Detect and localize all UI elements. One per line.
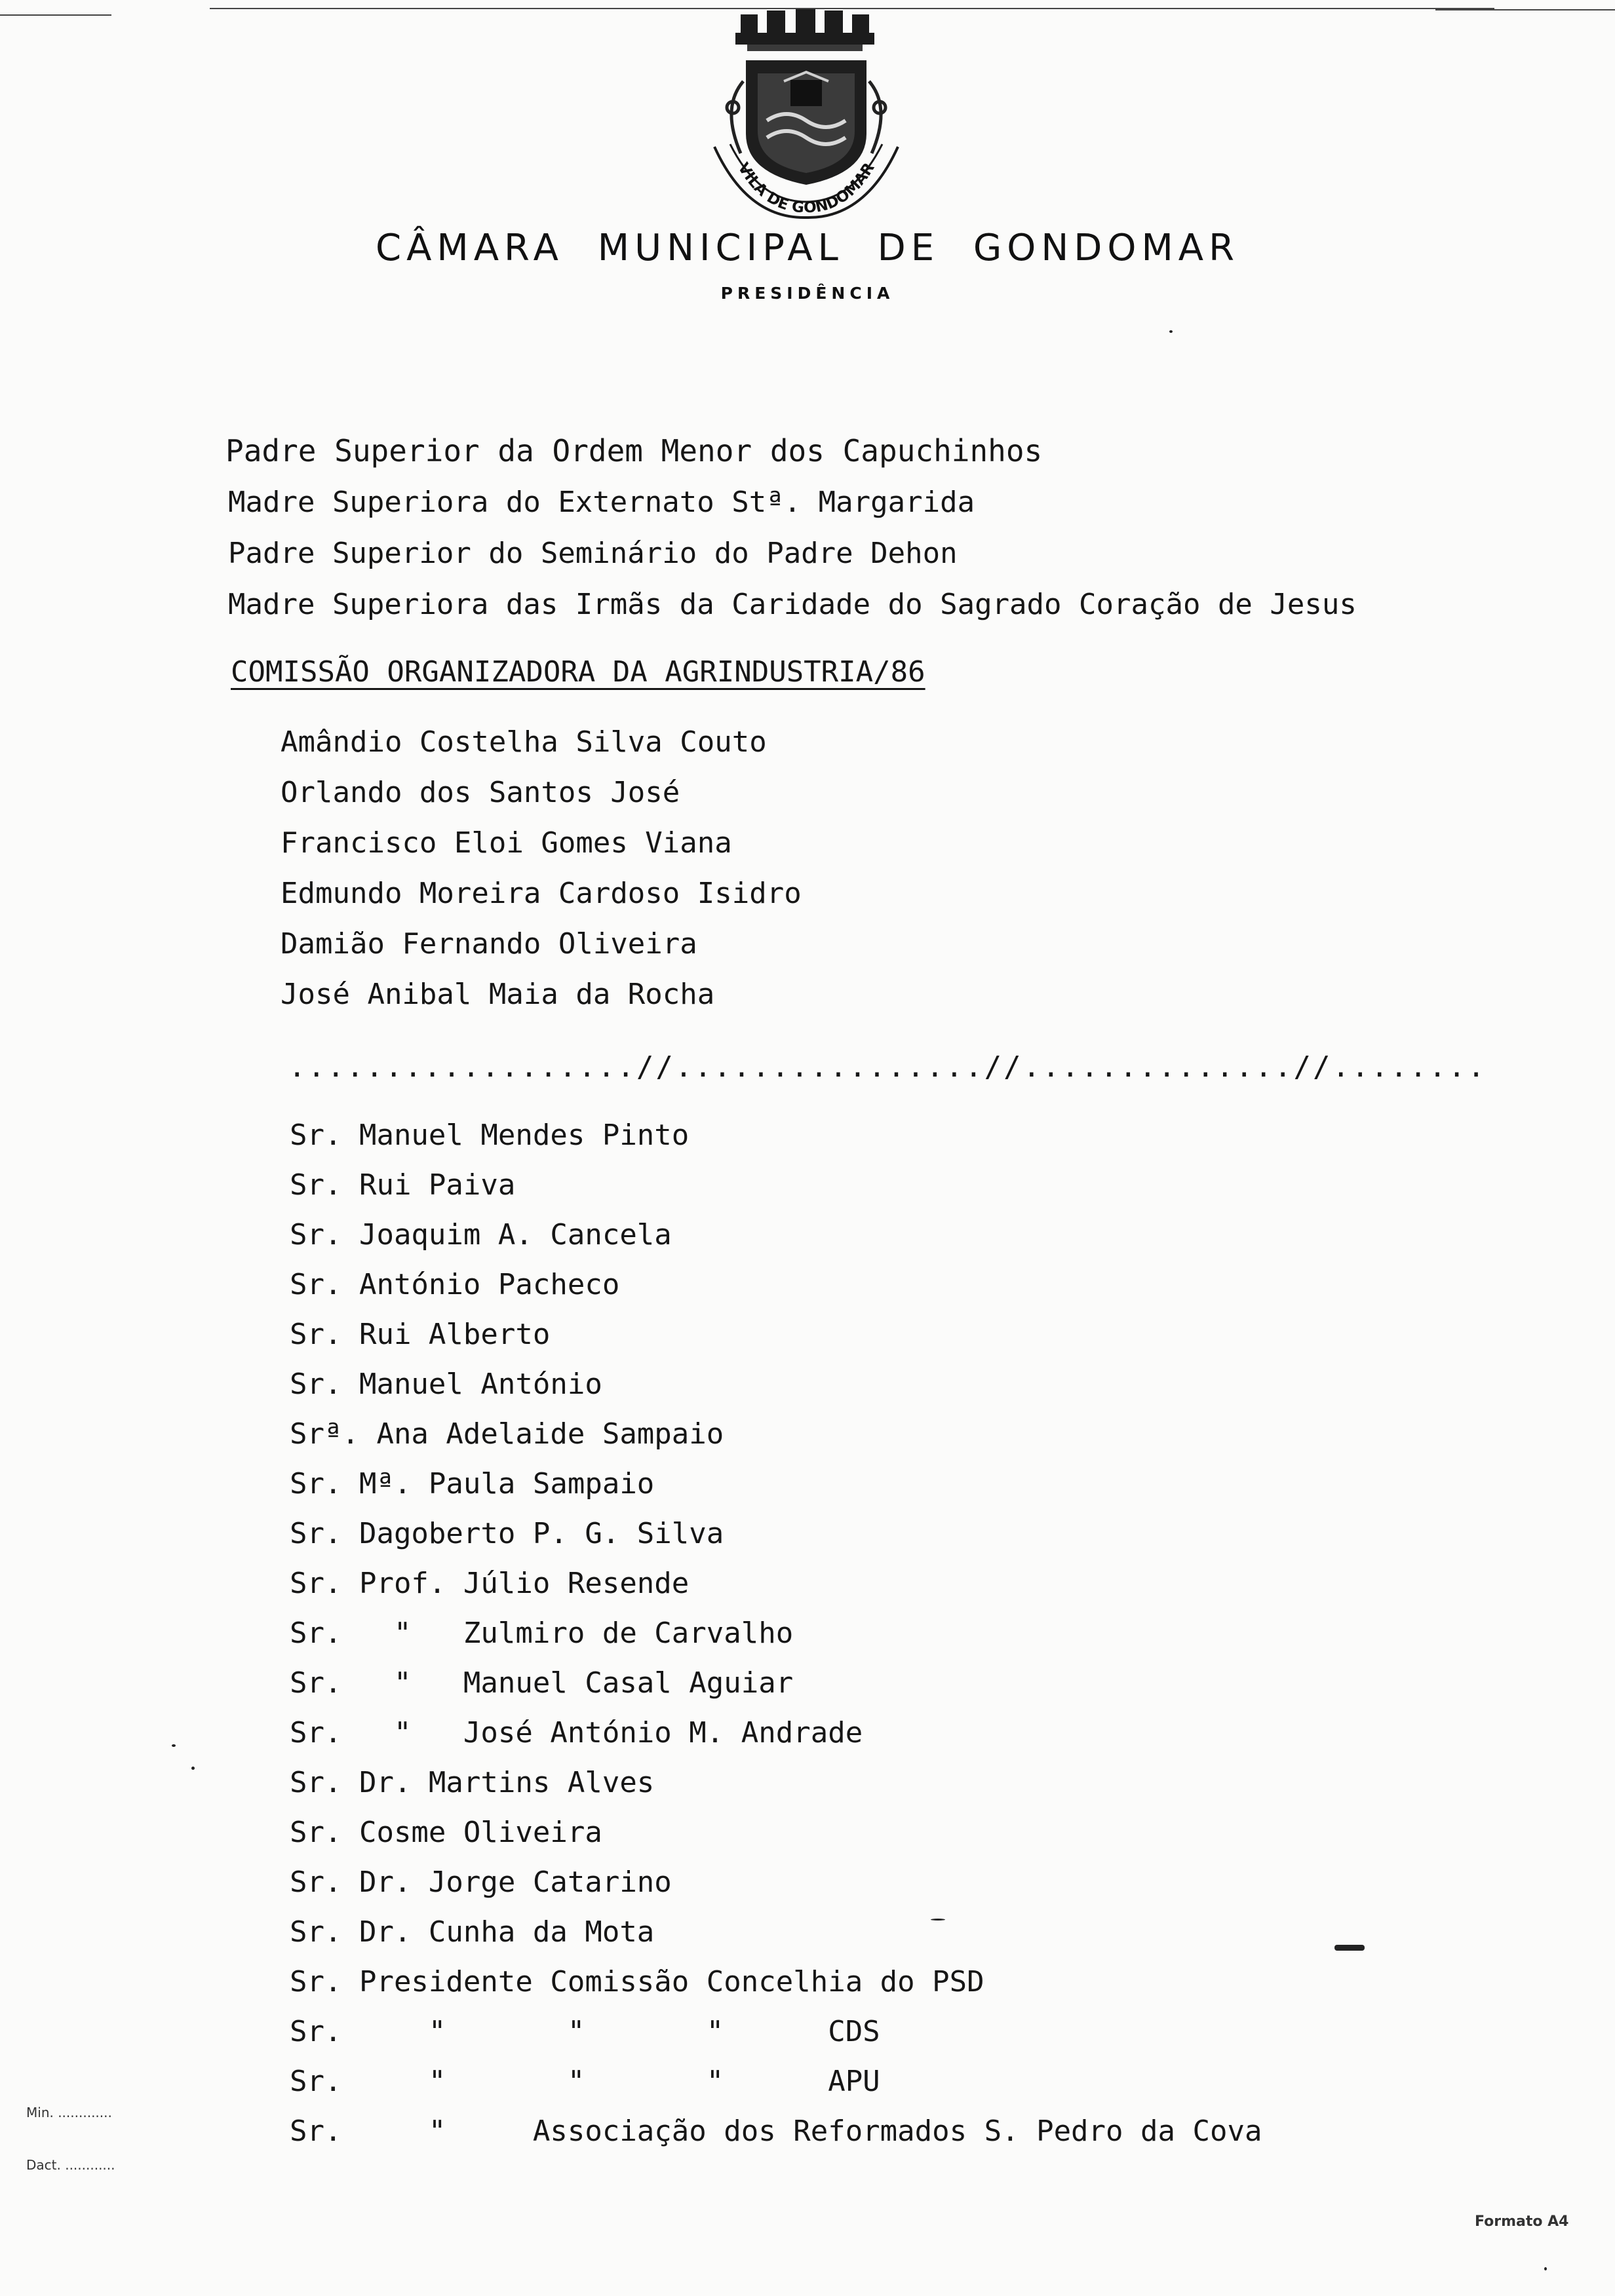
footer-dact-label: Dact. ............ <box>26 2157 115 2173</box>
guest-line: Sr. " Associação dos Reformados S. Pedro da Cova <box>290 2114 1262 2148</box>
addressee-line: Madre Superiora das Irmãs da Caridade do Sagrado Coração de Jesus <box>228 588 1357 621</box>
scan-speck <box>1169 330 1173 333</box>
guest-line: Sr. Rui Alberto <box>290 1318 551 1351</box>
committee-member: Edmundo Moreira Cardoso Isidro <box>281 877 802 910</box>
scan-speck <box>931 1919 945 1921</box>
top-rule-right <box>1435 9 1615 10</box>
organisation-title: CÂMARA MUNICIPAL DE GONDOMAR <box>375 227 1239 269</box>
committee-heading: COMISSÃO ORGANIZADORA DA AGRINDUSTRIA/86 <box>231 655 925 689</box>
guest-line: Sr. " Zulmiro de Carvalho <box>290 1617 794 1650</box>
footer-min-label: Min. ............. <box>26 2105 112 2120</box>
coat-of-arms-emblem <box>675 9 918 225</box>
committee-member: Amândio Costelha Silva Couto <box>281 725 767 759</box>
guest-line: Srª. Ana Adelaide Sampaio <box>290 1417 724 1451</box>
addressee-line: Padre Superior da Ordem Menor dos Capuchinhos <box>225 433 1043 469</box>
addressee-line: Padre Superior do Seminário do Padre Dehon <box>228 537 958 570</box>
guest-line: Sr. Mª. Paula Sampaio <box>290 1467 655 1501</box>
guest-line: Sr. " Manuel Casal Aguiar <box>290 1666 794 1700</box>
department-title: PRESIDÊNCIA <box>720 284 895 303</box>
committee-member: Orlando dos Santos José <box>281 776 680 809</box>
scan-speck <box>172 1744 176 1747</box>
guest-line: Sr. Dr. Jorge Catarino <box>290 1866 672 1899</box>
scan-speck <box>1334 1945 1365 1951</box>
guest-line: Sr. " " " CDS <box>290 2015 880 2048</box>
addressee-line: Madre Superiora do Externato Stª. Margarida <box>228 486 975 519</box>
guest-line: Sr. Manuel Mendes Pinto <box>290 1119 690 1152</box>
scan-speck <box>191 1767 195 1770</box>
committee-member: José Anibal Maia da Rocha <box>281 978 715 1011</box>
mural-crown-icon <box>735 9 874 51</box>
guest-line: Sr. Cosme Oliveira <box>290 1816 602 1849</box>
scan-speck <box>1544 2267 1547 2270</box>
committee-member: Damião Fernando Oliveira <box>281 927 697 961</box>
top-rule-left <box>0 14 111 16</box>
guest-line: Sr. Presidente Comissão Concelhia do PSD <box>290 1965 984 1999</box>
guest-line: Sr. Dagoberto P. G. Silva <box>290 1517 724 1550</box>
guest-line: Sr. Dr. Martins Alves <box>290 1766 655 1799</box>
crest-motto: VILA DE GONDOMAR <box>734 160 878 217</box>
guest-line: Sr. " José António M. Andrade <box>290 1716 863 1750</box>
guest-line: Sr. Prof. Júlio Resende <box>290 1567 690 1600</box>
guest-line: Sr. António Pacheco <box>290 1268 620 1301</box>
form-format-label: Formato A4 <box>1475 2213 1569 2230</box>
committee-member: Francisco Eloi Gomes Viana <box>281 826 732 860</box>
guest-line: Sr. Rui Paiva <box>290 1168 516 1202</box>
shield-icon <box>746 60 866 185</box>
guest-line: Sr. Dr. Cunha da Mota <box>290 1915 655 1949</box>
guest-line: Sr. Manuel António <box>290 1368 602 1401</box>
guest-line: Sr. Joaquim A. Cancela <box>290 1218 672 1252</box>
dotted-separator: ..................//................//..............//........ <box>288 1050 1487 1084</box>
guest-line: Sr. " " " APU <box>290 2065 880 2098</box>
